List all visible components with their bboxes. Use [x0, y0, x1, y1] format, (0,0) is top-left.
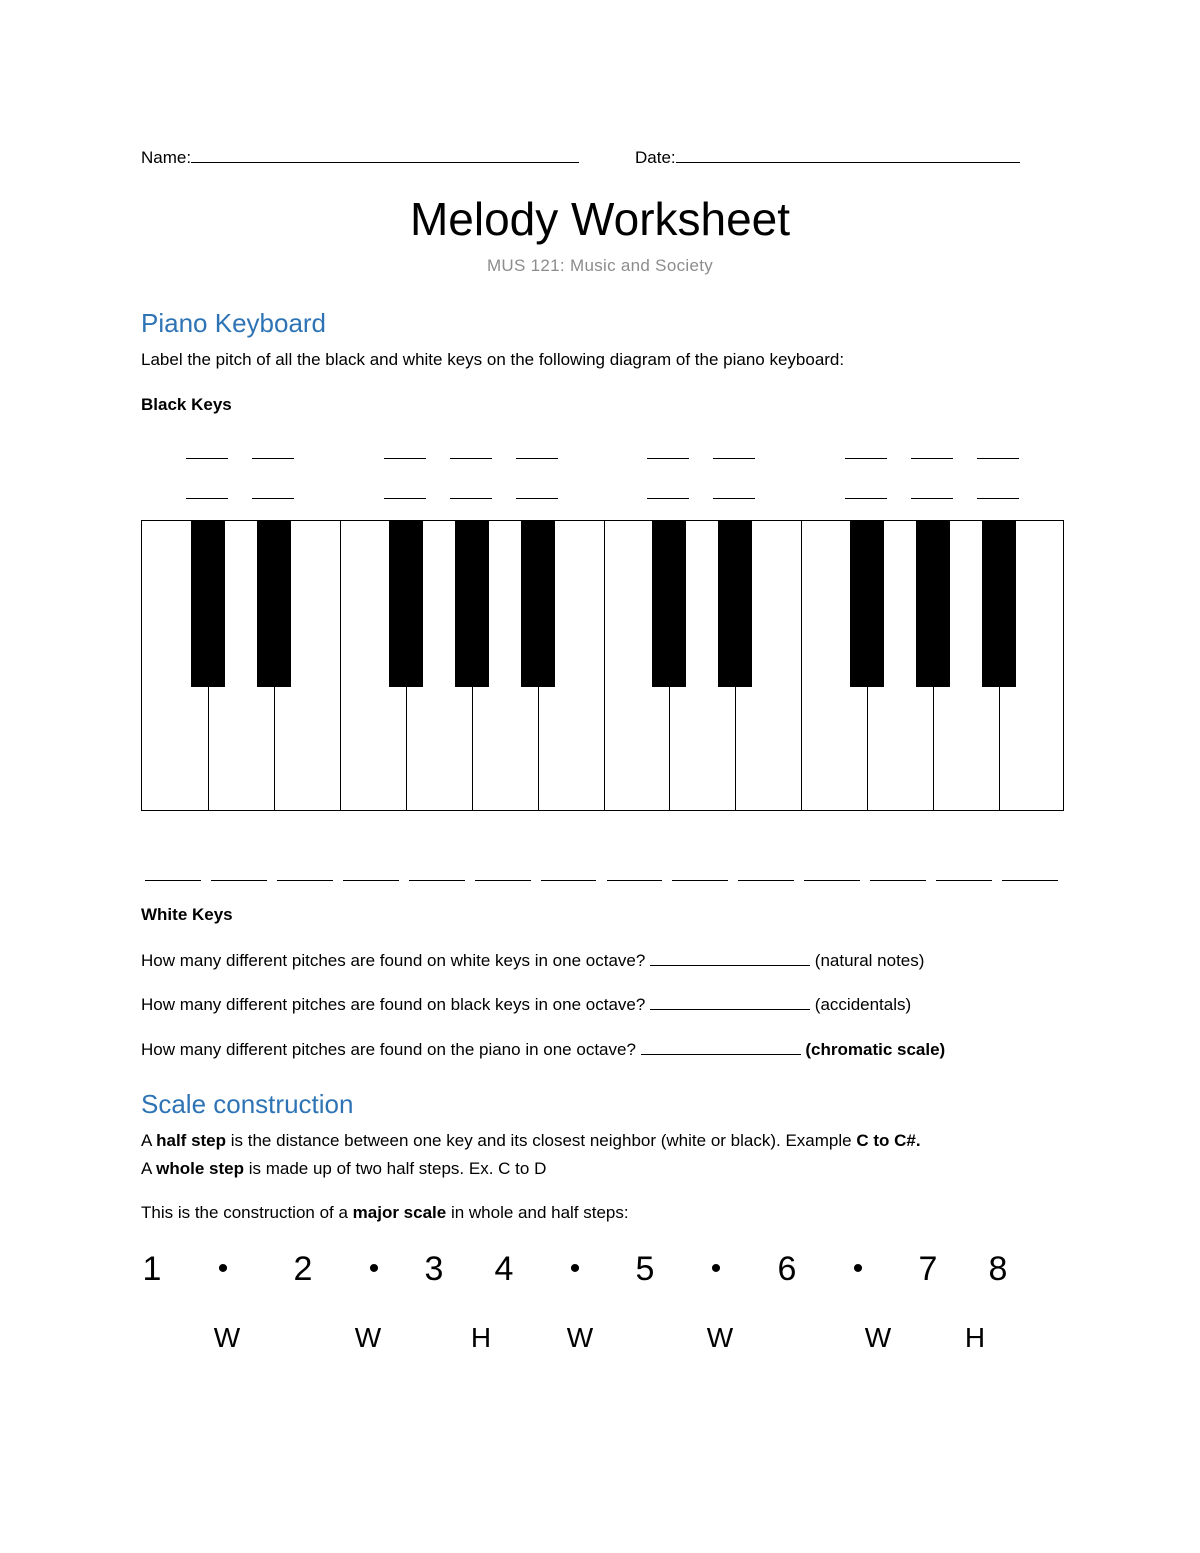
step-dot: • [368, 1252, 380, 1285]
major-scale-intro [141, 1203, 629, 1223]
black-key [257, 521, 291, 687]
white-key-label-blank[interactable] [870, 880, 926, 881]
white-key-divider [604, 521, 605, 810]
black-key-label-blank[interactable] [977, 458, 1019, 459]
black-key [916, 521, 950, 687]
scale-degree: 7 [918, 1250, 938, 1288]
white-key-label-blank[interactable] [672, 880, 728, 881]
question-suffix: (natural notes) [814, 951, 925, 970]
black-key-label-blank[interactable] [845, 498, 887, 499]
question-text: How many different pitches are found on white keys in one octave? [141, 951, 646, 970]
date-blank[interactable] [676, 146, 1020, 163]
white-key-label-blank[interactable] [541, 880, 597, 881]
step-dot: • [710, 1252, 722, 1285]
text-run: This is the construction of a [141, 1203, 353, 1222]
white-key-label-blank[interactable] [1002, 880, 1058, 881]
answer-blank[interactable] [641, 1038, 801, 1055]
whole-step-term: whole step [156, 1159, 244, 1178]
question-text: How many different pitches are found on the piano in one octave? [141, 1040, 636, 1059]
black-key-label-blank[interactable] [713, 498, 755, 499]
black-key-label-blank[interactable] [384, 498, 426, 499]
text-run: is the distance between one key and its closest neighbor (white or black). Example [226, 1131, 857, 1150]
scale-degree: 1 [142, 1250, 162, 1288]
question-black-pitches [141, 993, 911, 1015]
scale-step-label: W [706, 1322, 734, 1353]
step-dot: • [852, 1252, 864, 1285]
scale-step-label: H [470, 1322, 492, 1353]
black-key [982, 521, 1016, 687]
black-key-label-blank[interactable] [252, 498, 294, 499]
half-step-term: half step [156, 1131, 227, 1150]
black-key-label-blank[interactable] [450, 498, 492, 499]
white-key-label-blank[interactable] [475, 880, 531, 881]
answer-blank[interactable] [650, 949, 810, 966]
white-key-divider [340, 521, 341, 810]
white-key-label-blank[interactable] [804, 880, 860, 881]
date-field [635, 146, 1020, 168]
half-step-definition [141, 1131, 921, 1151]
scale-degree: 5 [635, 1250, 655, 1288]
text-run: is made up of two half steps. Ex. C to D [243, 1159, 547, 1178]
black-key-label-blank[interactable] [647, 498, 689, 499]
white-key-label-blank[interactable] [277, 880, 333, 881]
piano-keyboard [141, 520, 1064, 811]
black-key [850, 521, 884, 687]
scale-heading: Scale construction [141, 1089, 354, 1119]
black-key [718, 521, 752, 687]
black-key-label-blank[interactable] [911, 498, 953, 499]
white-key-label-blank[interactable] [936, 880, 992, 881]
white-key-label-blank[interactable] [409, 880, 465, 881]
major-scale-term: major scale [352, 1203, 447, 1222]
white-key-label-blank[interactable] [607, 880, 663, 881]
scale-step-label: W [864, 1322, 892, 1353]
black-keys-label: Black Keys [141, 395, 232, 414]
scale-degree: 2 [293, 1250, 313, 1288]
white-keys-label: White Keys [141, 905, 233, 924]
black-key-label-blank[interactable] [977, 498, 1019, 499]
question-text: How many different pitches are found on black keys in one octave? [141, 995, 646, 1014]
black-key-label-blank[interactable] [845, 458, 887, 459]
white-key-label-blank[interactable] [738, 880, 794, 881]
black-key-label-blank[interactable] [911, 458, 953, 459]
black-key-label-blank[interactable] [186, 498, 228, 499]
scale-step-label: W [566, 1322, 594, 1353]
black-key-label-blank[interactable] [647, 458, 689, 459]
scale-degree: 8 [988, 1250, 1008, 1288]
black-key [521, 521, 555, 687]
step-dot: • [569, 1252, 581, 1285]
text-run: A [141, 1159, 157, 1178]
scale-degree: 6 [777, 1250, 797, 1288]
black-key-label-blank[interactable] [516, 498, 558, 499]
name-field [141, 146, 579, 168]
question-suffix: (chromatic scale) [805, 1040, 946, 1059]
piano-heading: Piano Keyboard [141, 308, 327, 338]
black-key [389, 521, 423, 687]
black-key-label-blank[interactable] [252, 458, 294, 459]
black-key [191, 521, 225, 687]
page-title: Melody Worksheet [409, 193, 791, 245]
question-all-pitches [141, 1038, 945, 1060]
black-key-label-blank[interactable] [384, 458, 426, 459]
black-key [652, 521, 686, 687]
date-label: Date: [635, 148, 676, 167]
white-key-label-blank[interactable] [211, 880, 267, 881]
black-key [455, 521, 489, 687]
page-subtitle: MUS 121: Music and Society [486, 256, 714, 275]
black-key-label-blank[interactable] [450, 458, 492, 459]
name-blank[interactable] [191, 146, 579, 163]
scale-step-label: W [354, 1322, 382, 1353]
scale-step-label: W [213, 1322, 241, 1353]
text-run: A [141, 1131, 157, 1150]
scale-step-label: H [964, 1322, 986, 1353]
question-white-pitches [141, 949, 924, 971]
question-suffix: (accidentals) [814, 995, 912, 1014]
white-key-label-blank[interactable] [145, 880, 201, 881]
black-key-label-blank[interactable] [186, 458, 228, 459]
half-step-example: C to C#. [856, 1131, 921, 1150]
whole-step-definition [141, 1159, 546, 1179]
scale-degree: 3 [424, 1250, 444, 1288]
black-key-label-blank[interactable] [516, 458, 558, 459]
piano-instruction: Label the pitch of all the black and white keys on the following diagram of the piano keyboard: [141, 350, 845, 369]
step-dot: • [217, 1252, 229, 1285]
name-label: Name: [141, 148, 192, 167]
white-key-divider [801, 521, 802, 810]
black-key-label-blank[interactable] [713, 458, 755, 459]
white-key-label-blank[interactable] [343, 880, 399, 881]
answer-blank[interactable] [650, 993, 810, 1010]
scale-degree: 4 [494, 1250, 514, 1288]
text-run: in whole and half steps: [446, 1203, 629, 1222]
